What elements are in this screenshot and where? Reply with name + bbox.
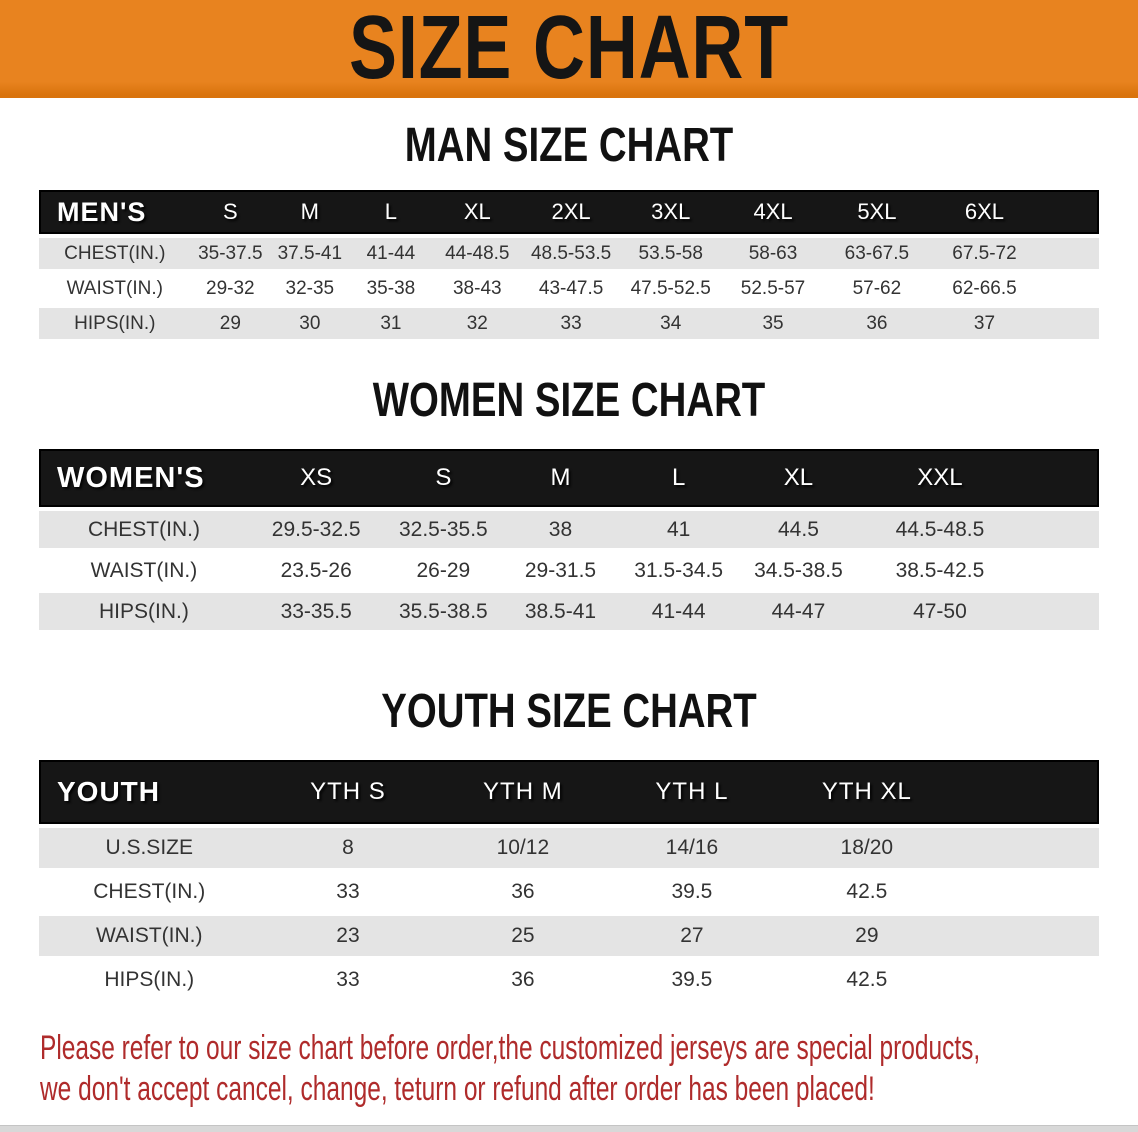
column-header: S	[383, 449, 503, 507]
disclaimer	[40, 1028, 1138, 1110]
row-filler	[959, 872, 1099, 912]
size-cell: 41-44	[350, 238, 433, 269]
youth-size-table	[39, 756, 1099, 1004]
size-cell: 29-31.5	[503, 552, 617, 589]
size-cell: 31	[350, 308, 433, 339]
section-heading-men: MAN SIZE CHART	[404, 119, 734, 172]
size-cell: 38.5-41	[503, 593, 617, 630]
size-cell: 41	[618, 511, 740, 548]
size-cell: 37.5-41	[270, 238, 350, 269]
row-filler	[1023, 511, 1099, 548]
column-header: XXL	[857, 449, 1022, 507]
column-header: 3XL	[620, 190, 722, 234]
size-cell: 8	[259, 828, 436, 868]
row-filler	[959, 960, 1099, 1000]
bottom-edge-strip	[0, 1125, 1138, 1132]
size-cell: 48.5-53.5	[522, 238, 620, 269]
table-row	[39, 511, 1099, 548]
size-cell: 29.5-32.5	[249, 511, 384, 548]
header-filler	[1023, 449, 1099, 507]
section-men	[0, 120, 1138, 343]
table-row	[39, 273, 1099, 304]
row-filler	[1040, 273, 1099, 304]
column-header: 5XL	[824, 190, 929, 234]
size-cell: 34.5-38.5	[740, 552, 858, 589]
size-cell: 33	[259, 872, 436, 912]
size-cell: 47.5-52.5	[620, 273, 722, 304]
men-size-table	[39, 186, 1099, 343]
column-header: XL	[740, 449, 858, 507]
row-label: WAIST(IN.)	[39, 273, 191, 304]
row-filler	[1023, 593, 1099, 630]
size-cell: 26-29	[383, 552, 503, 589]
row-filler	[959, 916, 1099, 956]
size-cell: 57-62	[824, 273, 929, 304]
row-filler	[1023, 552, 1099, 589]
size-cell: 47-50	[857, 593, 1022, 630]
row-filler	[1040, 308, 1099, 339]
table-title: WOMEN'S	[39, 449, 249, 507]
size-cell: 23.5-26	[249, 552, 384, 589]
size-cell: 32.5-35.5	[383, 511, 503, 548]
size-cell: 29	[191, 308, 271, 339]
size-cell: 67.5-72	[929, 238, 1039, 269]
table-row	[39, 872, 1099, 912]
row-label: CHEST(IN.)	[39, 511, 249, 548]
size-cell: 36	[824, 308, 929, 339]
size-cell: 58-63	[722, 238, 825, 269]
size-cell: 41-44	[618, 593, 740, 630]
column-header: 4XL	[722, 190, 825, 234]
size-cell: 18/20	[775, 828, 959, 868]
table-row	[39, 916, 1099, 956]
size-cell: 35-38	[350, 273, 433, 304]
column-header: S	[191, 190, 271, 234]
column-header: L	[618, 449, 740, 507]
table-header-row	[39, 449, 1099, 507]
table-row	[39, 552, 1099, 589]
size-cell: 35	[722, 308, 825, 339]
size-cell: 27	[609, 916, 774, 956]
column-header: L	[350, 190, 433, 234]
row-label: U.S.SIZE	[39, 828, 259, 868]
size-cell: 38-43	[432, 273, 522, 304]
size-cell: 35.5-38.5	[383, 593, 503, 630]
row-label: HIPS(IN.)	[39, 593, 249, 630]
size-cell: 32-35	[270, 273, 350, 304]
size-cell: 53.5-58	[620, 238, 722, 269]
row-label: WAIST(IN.)	[39, 916, 259, 956]
size-cell: 42.5	[775, 960, 959, 1000]
size-cell: 37	[929, 308, 1039, 339]
table-row	[39, 960, 1099, 1000]
table-title: YOUTH	[39, 760, 259, 824]
size-cell: 10/12	[436, 828, 609, 868]
size-cell: 62-66.5	[929, 273, 1039, 304]
disclaimer-line-2: we don't accept cancel, change, teturn or refund after order has been placed!	[40, 1070, 875, 1108]
section-heading-youth: YOUTH SIZE CHART	[381, 685, 757, 738]
table-title: MEN'S	[39, 190, 191, 234]
size-cell: 38.5-42.5	[857, 552, 1022, 589]
column-header: M	[503, 449, 617, 507]
size-cell: 33	[259, 960, 436, 1000]
row-label: CHEST(IN.)	[39, 872, 259, 912]
size-cell: 33	[522, 308, 620, 339]
size-cell: 38	[503, 511, 617, 548]
size-cell: 35-37.5	[191, 238, 271, 269]
size-cell: 63-67.5	[824, 238, 929, 269]
size-cell: 44-47	[740, 593, 858, 630]
column-header: YTH XL	[775, 760, 959, 824]
row-filler	[1040, 238, 1099, 269]
size-cell: 33-35.5	[249, 593, 384, 630]
size-cell: 36	[436, 960, 609, 1000]
table-row	[39, 828, 1099, 868]
column-header: YTH M	[436, 760, 609, 824]
section-heading-women: WOMEN SIZE CHART	[372, 374, 766, 427]
size-cell: 31.5-34.5	[618, 552, 740, 589]
size-cell: 23	[259, 916, 436, 956]
column-header: YTH L	[609, 760, 774, 824]
row-label: CHEST(IN.)	[39, 238, 191, 269]
header-filler	[1040, 190, 1099, 234]
table-row	[39, 593, 1099, 630]
row-label: WAIST(IN.)	[39, 552, 249, 589]
size-cell: 42.5	[775, 872, 959, 912]
page-title: SIZE CHART	[349, 0, 789, 98]
row-label: HIPS(IN.)	[39, 308, 191, 339]
women-size-table	[39, 445, 1099, 634]
disclaimer-line-1: Please refer to our size chart before order,the customized jerseys are special products,	[40, 1029, 981, 1067]
size-cell: 39.5	[609, 872, 774, 912]
row-filler	[959, 828, 1099, 868]
size-cell: 32	[432, 308, 522, 339]
size-cell: 34	[620, 308, 722, 339]
table-row	[39, 238, 1099, 269]
size-cell: 29	[775, 916, 959, 956]
column-header: 2XL	[522, 190, 620, 234]
table-header-row	[39, 760, 1099, 824]
column-header: YTH S	[259, 760, 436, 824]
size-cell: 44.5	[740, 511, 858, 548]
section-youth	[0, 686, 1138, 1004]
header-filler	[959, 760, 1099, 824]
row-label: HIPS(IN.)	[39, 960, 259, 1000]
table-header-row	[39, 190, 1099, 234]
size-cell: 43-47.5	[522, 273, 620, 304]
column-header: M	[270, 190, 350, 234]
size-cell: 44-48.5	[432, 238, 522, 269]
size-cell: 14/16	[609, 828, 774, 868]
size-cell: 52.5-57	[722, 273, 825, 304]
column-header: 6XL	[929, 190, 1039, 234]
column-header: XS	[249, 449, 384, 507]
size-cell: 36	[436, 872, 609, 912]
table-row	[39, 308, 1099, 339]
size-cell: 30	[270, 308, 350, 339]
size-chart-banner	[0, 0, 1138, 98]
size-cell: 44.5-48.5	[857, 511, 1022, 548]
size-cell: 29-32	[191, 273, 271, 304]
column-header: XL	[432, 190, 522, 234]
size-cell: 39.5	[609, 960, 774, 1000]
section-women	[0, 375, 1138, 634]
size-cell: 25	[436, 916, 609, 956]
